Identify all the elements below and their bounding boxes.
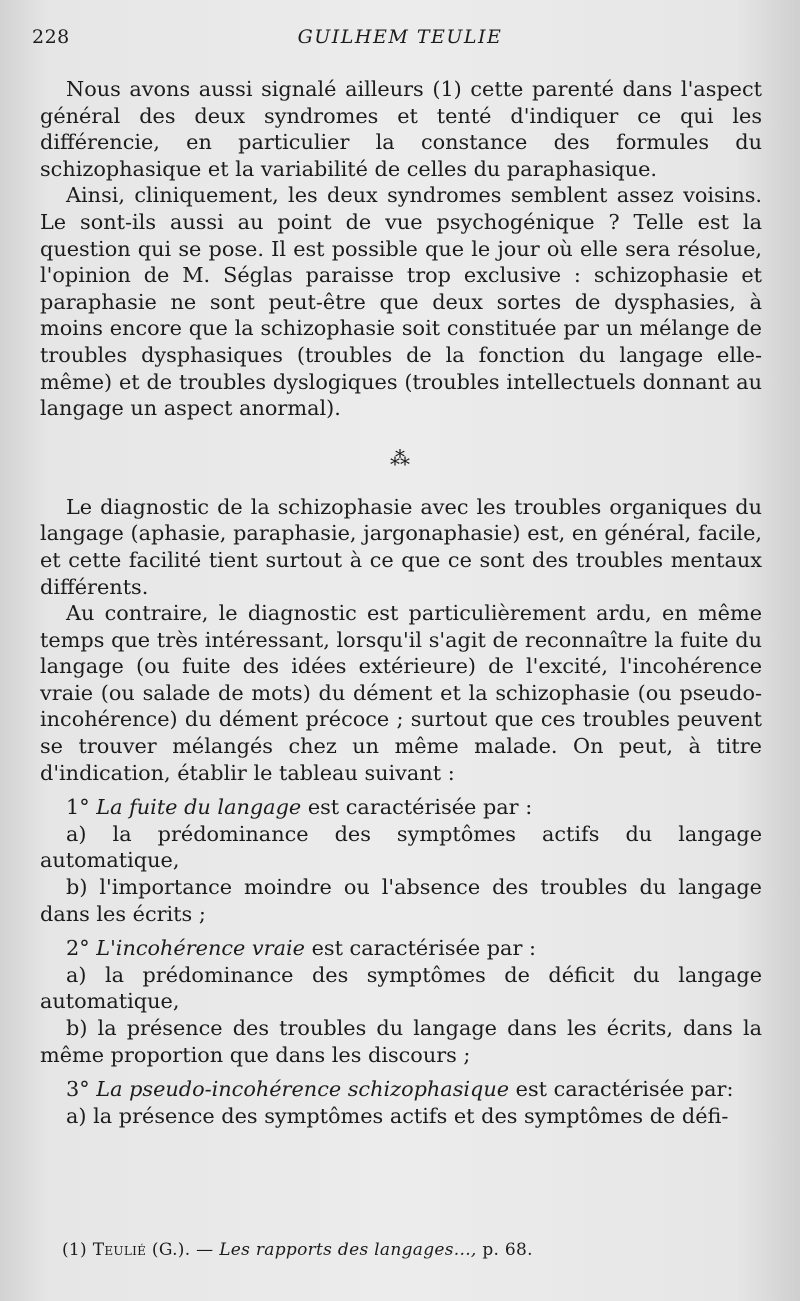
footnote-page: p. 68. [482,1240,533,1260]
page-number: 228 [32,26,70,48]
list-item-number: 1° [66,795,90,820]
list-item-heading [40,794,762,821]
list-item-text: est caractérisée par: [515,1077,734,1102]
footnote [62,1240,533,1260]
list-subitem: a) la prédominance des symptômes de déficit du langage automatique, [40,962,762,1014]
list-item-term: L'incohérence vraie [96,936,305,961]
footnote-author: Teulié (G.). [92,1240,191,1260]
list-item-number: 2° [66,936,90,961]
footnote-title: Les rapports des langages..., [219,1240,477,1260]
list-item-text: est caractérisée par : [311,936,537,961]
footnote-marker: (1) [62,1240,87,1260]
list-subitem: b) la présence des troubles du langage dans les écrits, dans la même proportion que dans les discours ; [40,1016,762,1067]
paragraph: Le diagnostic de la schizophasie avec les troubles organiques du langage (aphasie, paraphasie, jargonaphasie) est, en général, facile, et cette facilité tient surtout à ce que ce sont des troubles mentaux différents. [40,494,762,599]
list-subitem: a) la présence des symptômes actifs et des symptômes de défi- [66,1103,729,1128]
paragraph: Au contraire, le diagnostic est particulièrement ardu, en même temps que très intéressant, lorsqu'il s'agit de reconnaître la fuite du langage (ou fuite des idées extérieure) de l'excité, l'incohérence vraie (ou salade de mots) du dément et la schizophasie (ou pseudo-incohérence) du dément précoce ; surtout que ces troubles peuvent se trouver mélangés chez un même malade. On peut, à titre d'indication, établir le tableau suivant : [40,601,762,785]
section-separator: ⁂ [390,445,412,470]
list-item-term: La pseudo-incohérence schizophasique [96,1077,510,1102]
list-subitem: b) l'importance moindre ou l'absence des troubles du langage dans les écrits ; [40,875,762,926]
list-item-heading [40,935,762,962]
list-item-heading [40,1076,762,1103]
page-header [0,26,800,60]
list-item-text: est caractérisée par : [307,795,533,820]
list-subitem: a) la prédominance des symptômes actifs du langage automatique, [40,821,762,873]
paragraph: Nous avons aussi signalé ailleurs (1) cette parenté dans l'aspect général des deux syndromes et tenté d'indiquer ce qui les différencie, en particulier la constance des formules du schizophasique et la variabilité de celles du paraphasique. [40,77,762,181]
paragraph: Ainsi, cliniquement, les deux syndromes semblent assez voisins. Le sont-ils aussi au point de vue psychogénique ? Telle est la question qui se pose. Il est possible que le jour où elle sera résolue, l'opinion de M. Séglas paraisse trop exclusive : schizophasie et paraphasie ne sont peut-être que deux sortes de dysphasies, à moins encore que la schizophasie soit constituée par un mélange de troubles dysphasiques (troubles de la fonction du langage elle-même) et de troubles dyslogiques (troubles intellectuels donnant au langage un aspect anormal). [40,183,762,421]
page-body [40,76,762,1129]
footnote-dash: — [196,1240,214,1260]
running-head: GUILHEM TEULIE [297,26,503,48]
list-item-number: 3° [66,1077,90,1102]
list-item-term: La fuite du langage [96,795,302,820]
